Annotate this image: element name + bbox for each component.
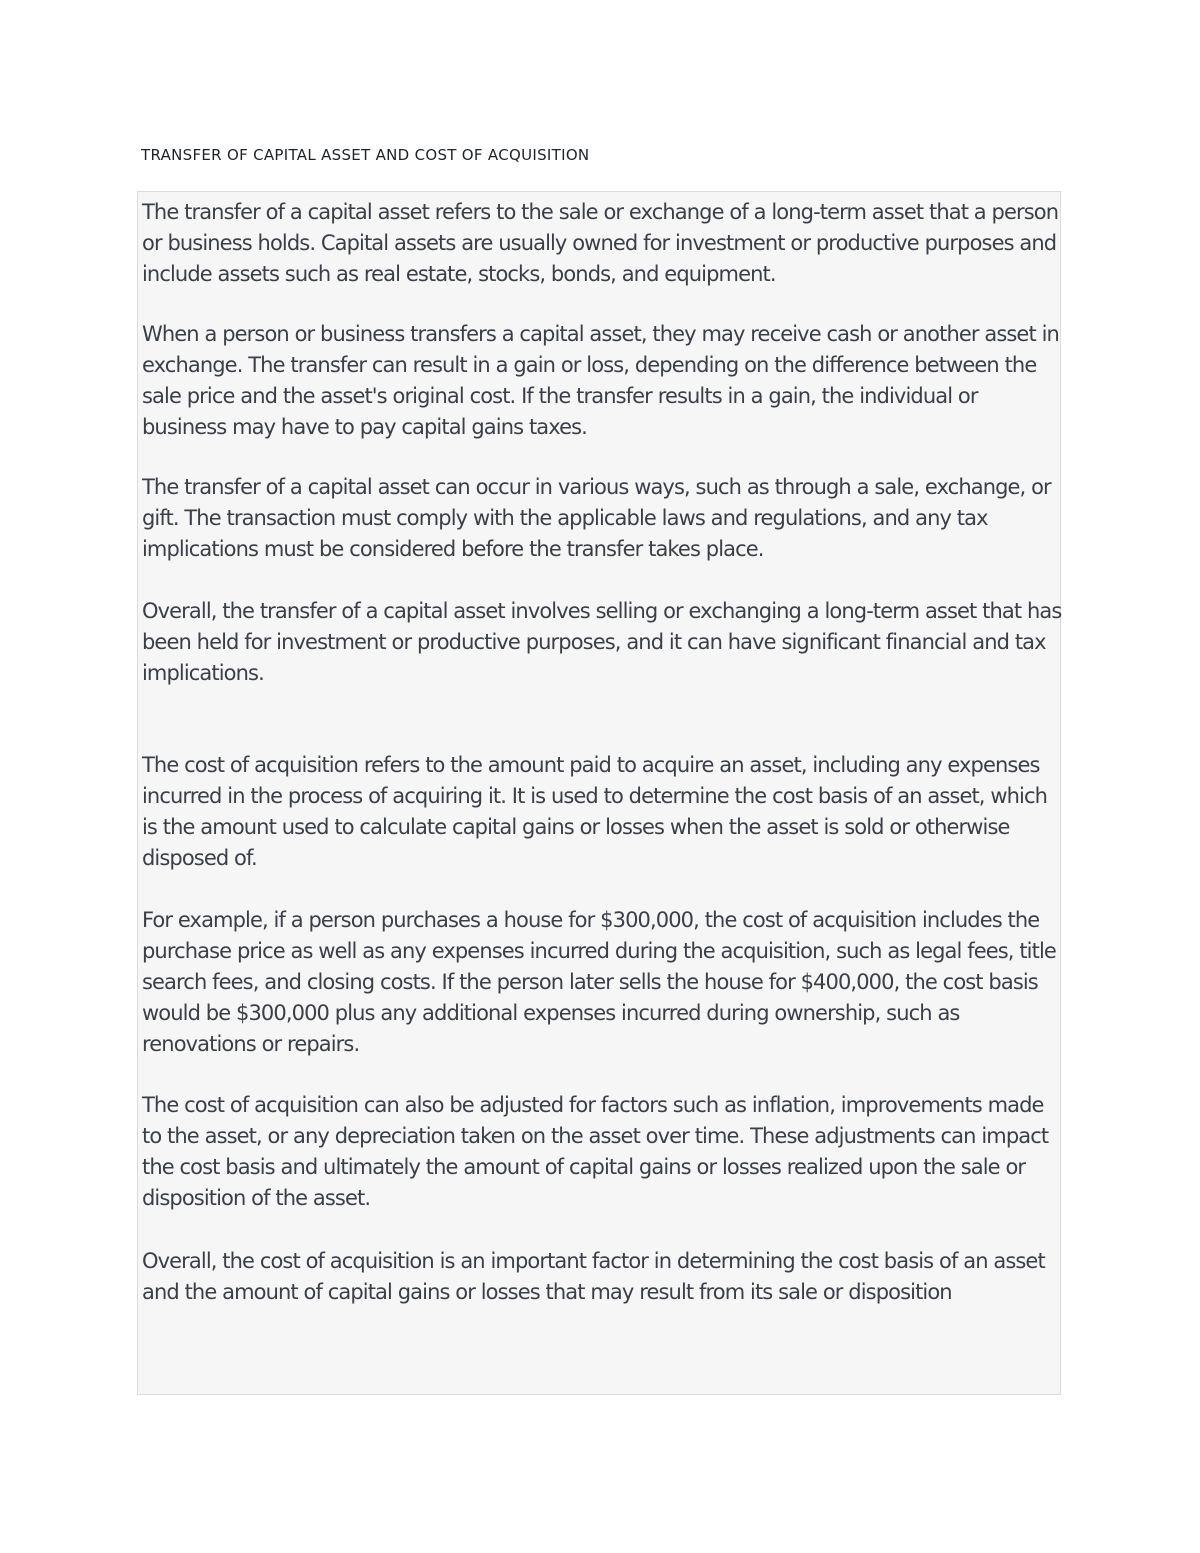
paragraph-acquisition-definition: The cost of acquisition refers to the amount paid to acquire an asset, including any expenses incurred in the process of acquiring it. It is used to determine the cost basis of an asset, which is the amount used to calculate capital gains or losses when the asset is sold or otherwise disposed of.: [142, 753, 1048, 870]
paragraph-acquisition-overall: Overall, the cost of acquisition is an important factor in determining the cost basis of an asset and the amount of capital gains or losses that may result from its sale or disposition: [142, 1249, 1045, 1304]
paragraph-transfer-overall: Overall, the transfer of a capital asset involves selling or exchanging a long-term asset that has been held for investment or productive purposes, and it can have significant financial and tax implications.: [142, 599, 1062, 685]
document-title: TRANSFER OF CAPITAL ASSET AND COST OF ACQUISITION: [141, 146, 590, 164]
paragraph-transfer-definition: The transfer of a capital asset refers to the sale or exchange of a long-term asset that a person or business holds. Capital assets are usually owned for investment or productive purposes and include assets such as real estate, stocks, bonds, and equipment.: [142, 200, 1059, 286]
paragraph-acquisition-example: For example, if a person purchases a house for $300,000, the cost of acquisition includes the purchase price as well as any expenses incurred during the acquisition, such as legal fees, title search fees, and closing costs. If the person later sells the house for $400,000, the cost basis would be $300,000 plus any additional expenses incurred during ownership, such as renovations or repairs.: [142, 908, 1056, 1056]
paragraph-acquisition-adjustments: The cost of acquisition can also be adjusted for factors such as inflation, improvements made to the asset, or any depreciation taken on the asset over time. These adjustments can impact the cost basis and ultimately the amount of capital gains or losses realized upon the sale or disposition of the asset.: [142, 1093, 1049, 1210]
paragraph-transfer-gain-loss: When a person or business transfers a capital asset, they may receive cash or another asset in exchange. The transfer can result in a gain or loss, depending on the difference between the sale price and the asset's original cost. If the transfer results in a gain, the individual or business may have to pay capital gains taxes.: [142, 322, 1059, 439]
paragraph-transfer-methods: The transfer of a capital asset can occur in various ways, such as through a sale, exchange, or gift. The transaction must comply with the applicable laws and regulations, and any tax implications must be considered before the transfer takes place.: [142, 475, 1051, 561]
text-box: [137, 191, 1061, 1395]
